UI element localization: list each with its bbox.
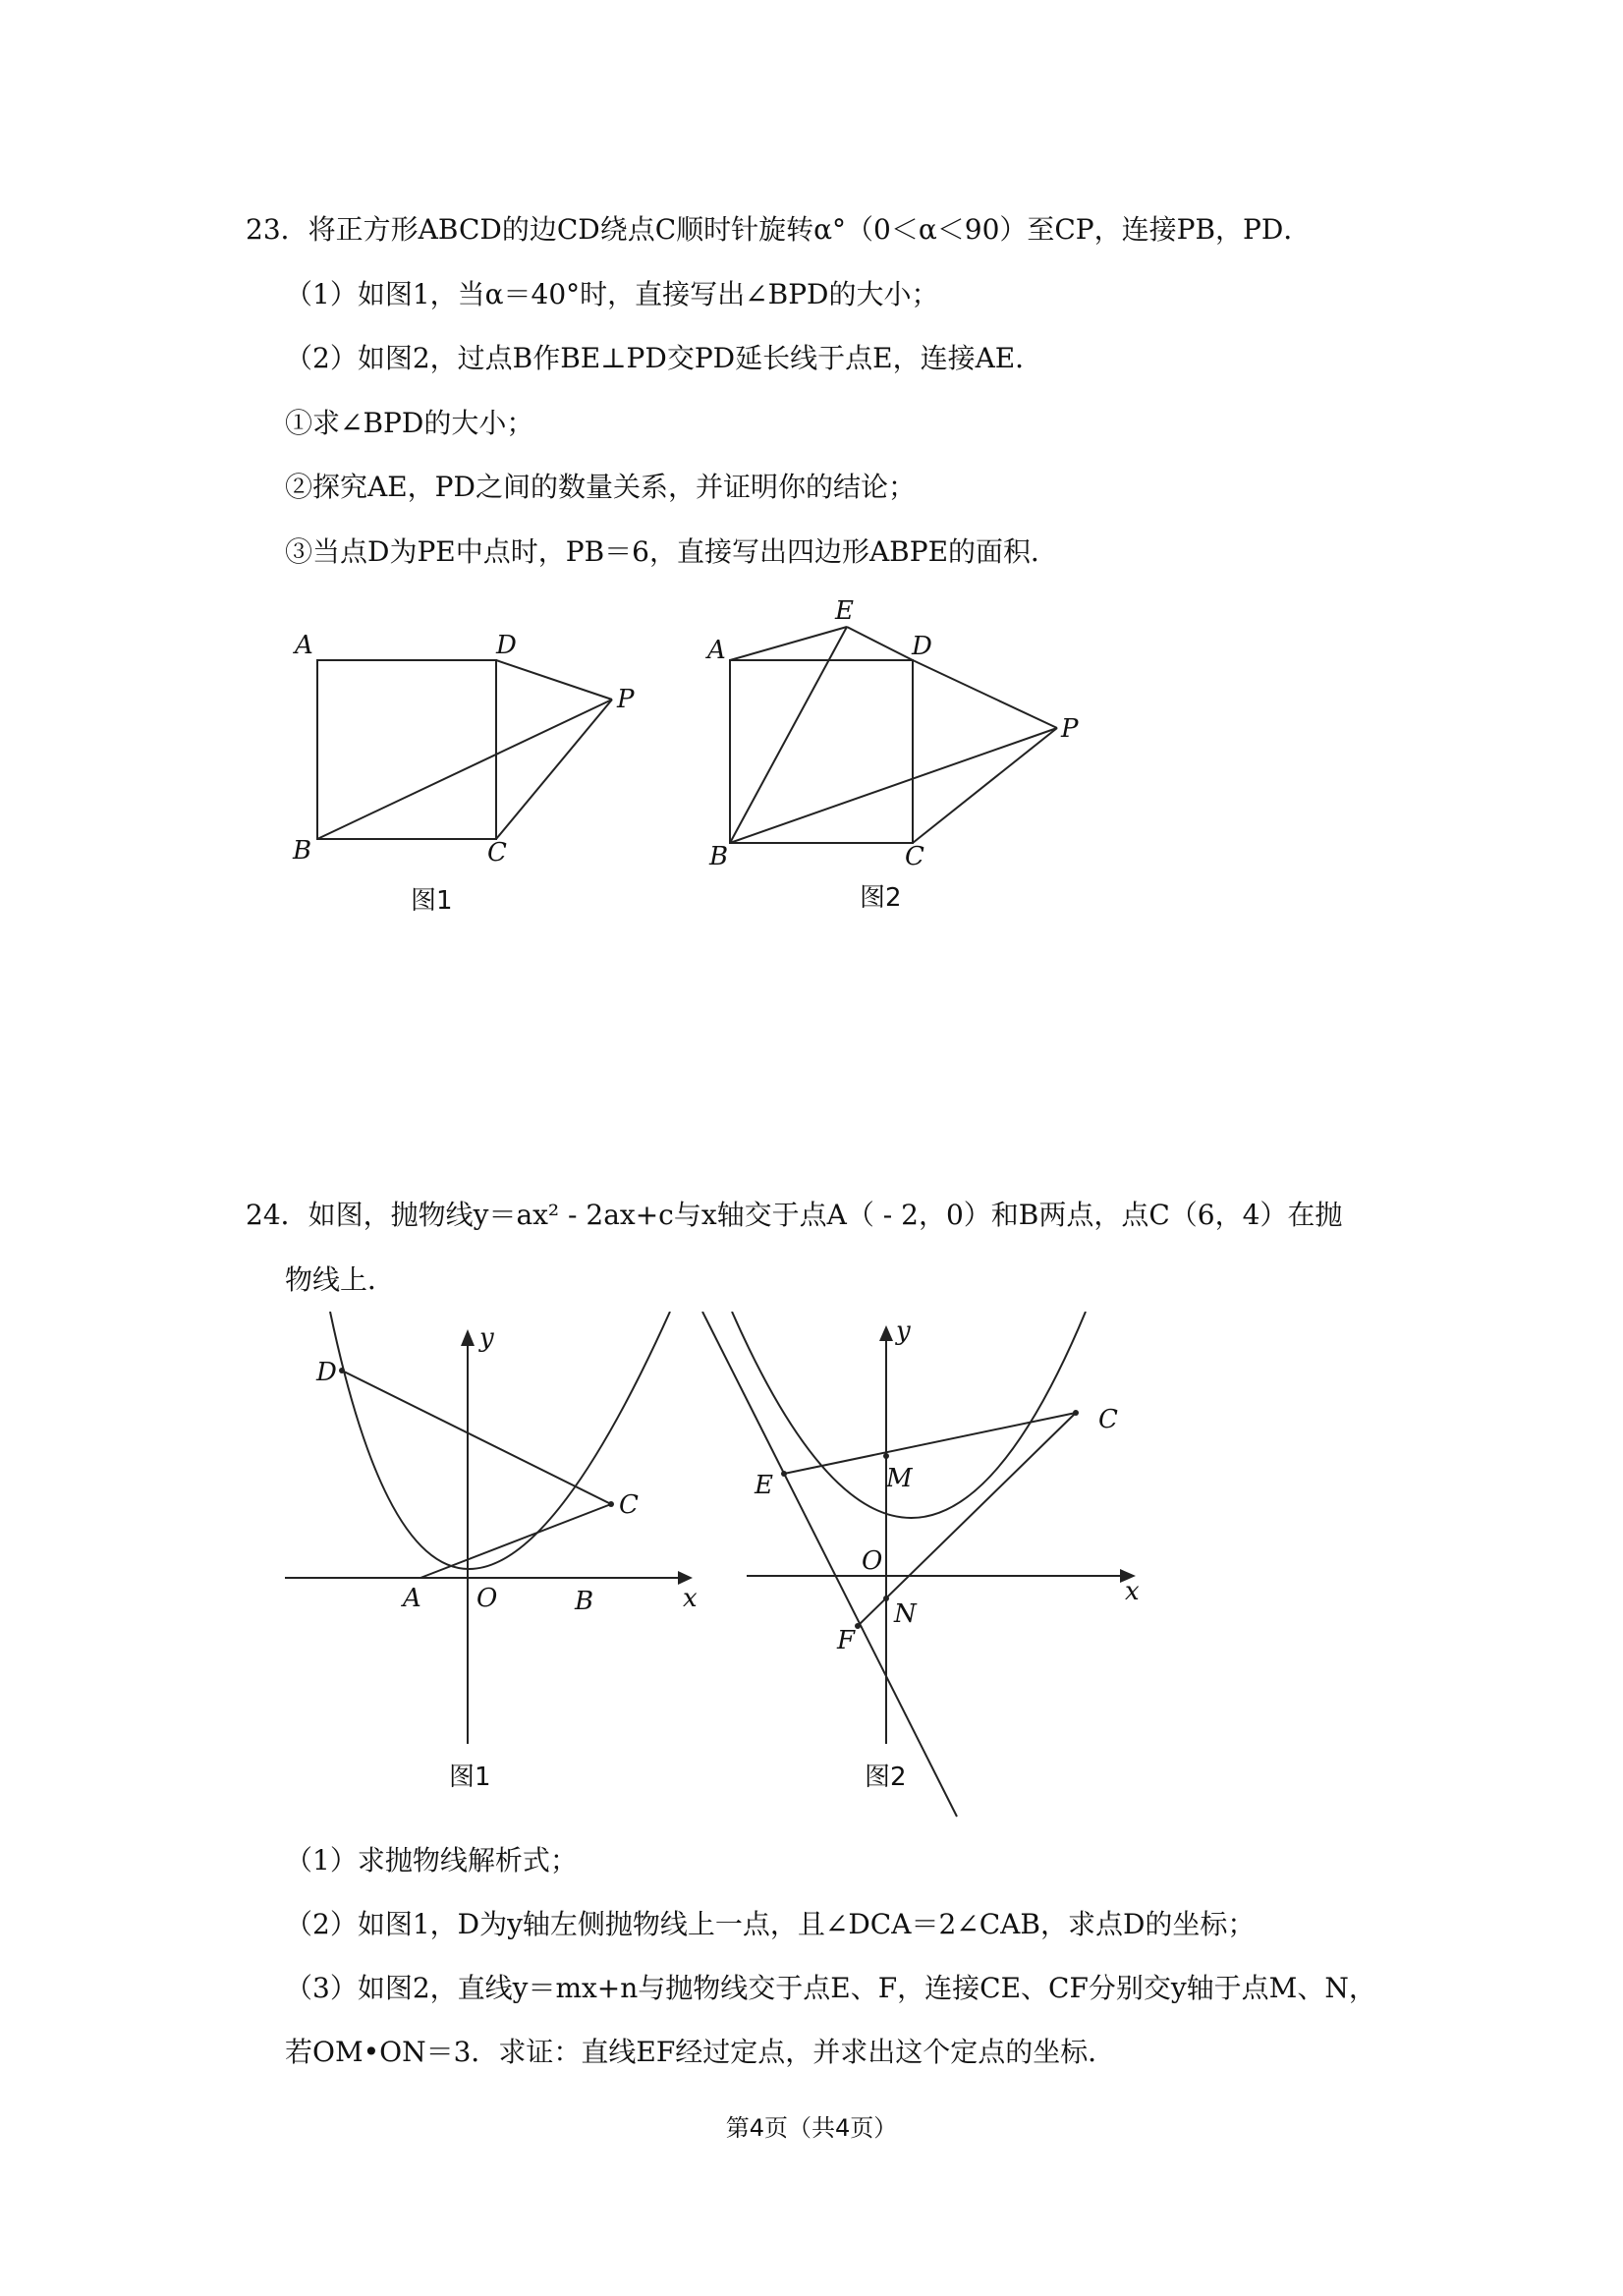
label-o: O bbox=[862, 1546, 883, 1576]
label-a: A bbox=[707, 636, 726, 665]
label-o: O bbox=[476, 1584, 498, 1613]
q24-part2: （2）如图1，D为y轴左侧抛物线上一点，且∠DCA＝2∠CAB，求点D的坐标； bbox=[285, 1908, 1256, 1940]
segment-bp bbox=[317, 700, 612, 839]
q24-stem-line1: 24．如图，抛物线y＝ax² - 2ax+c与x轴交于点A（ - 2，0）和B两点，点C（6，4）在抛 bbox=[246, 1199, 1343, 1231]
segment-cp bbox=[496, 700, 612, 839]
label-c: C bbox=[619, 1490, 639, 1520]
q24-part3-line1: （3）如图2，直线y＝mx+n与抛物线交于点E、F，连接CE、CF分别交y轴于点M、N， bbox=[285, 1972, 1376, 2004]
q23-sub2: ②探究AE，PD之间的数量关系，并证明你的结论； bbox=[285, 471, 916, 503]
q24-figure-2 bbox=[688, 1312, 1159, 1826]
square-abcd bbox=[317, 660, 496, 839]
q23-part1: （1）如图1，当α＝40°时，直接写出∠BPD的大小； bbox=[285, 278, 939, 310]
label-d: D bbox=[316, 1358, 337, 1387]
label-p: P bbox=[617, 685, 635, 714]
label-a: A bbox=[295, 631, 313, 660]
y-axis-arrow bbox=[879, 1325, 893, 1341]
label-b: B bbox=[709, 842, 729, 871]
q24-figure-1 bbox=[280, 1312, 712, 1817]
label-d: D bbox=[496, 631, 517, 660]
label-c: C bbox=[1098, 1405, 1118, 1434]
q23-sub3: ③当点D为PE中点时，PB＝6，直接写出四边形ABPE的面积． bbox=[285, 535, 1059, 568]
parabola bbox=[330, 1312, 670, 1569]
label-b: B bbox=[575, 1587, 594, 1616]
label-m: M bbox=[886, 1464, 913, 1493]
segment-ed bbox=[847, 627, 913, 660]
segment-dp bbox=[496, 660, 612, 700]
point-c bbox=[608, 1501, 614, 1507]
q24-part1: （1）求抛物线解析式； bbox=[285, 1844, 578, 1876]
figure-caption: 图1 bbox=[411, 886, 453, 916]
q23-stem: 23．将正方形ABCD的边CD绕点C顺时针旋转α°（0＜α＜90）至CP，连接PB，PD． bbox=[246, 213, 1312, 246]
label-e: E bbox=[835, 596, 854, 626]
q23-figure-1 bbox=[285, 619, 658, 937]
q23-figure-2 bbox=[698, 589, 1110, 937]
segment-cf bbox=[858, 1413, 1076, 1626]
point-f bbox=[855, 1623, 861, 1629]
label-f: F bbox=[837, 1626, 856, 1655]
label-a: A bbox=[403, 1584, 421, 1613]
label-n: N bbox=[894, 1599, 917, 1629]
q24-stem-line2: 物线上． bbox=[285, 1263, 396, 1296]
label-b: B bbox=[293, 836, 312, 866]
page-footer: 第4页（共4页） bbox=[725, 2114, 898, 2142]
label-p: P bbox=[1061, 714, 1079, 744]
segment-bp bbox=[730, 728, 1057, 843]
segment-cp bbox=[913, 728, 1057, 843]
figure-caption: 图2 bbox=[860, 883, 902, 913]
label-x: x bbox=[1125, 1577, 1140, 1606]
point-n bbox=[883, 1596, 889, 1601]
label-d: D bbox=[912, 632, 932, 661]
point-e bbox=[781, 1471, 787, 1477]
figure-caption: 图2 bbox=[865, 1763, 907, 1792]
line-ef bbox=[702, 1312, 957, 1817]
label-c: C bbox=[487, 838, 507, 868]
label-y: y bbox=[479, 1323, 494, 1353]
q24-part3-line2: 若OM•ON＝3．求证：直线EF经过定点，并求出这个定点的坐标． bbox=[285, 2036, 1116, 2068]
square-abcd bbox=[730, 660, 913, 843]
segment-ae bbox=[730, 627, 847, 660]
label-e: E bbox=[755, 1471, 773, 1500]
q23-part2: （2）如图2，过点B作BE⊥PD交PD延长线于点E，连接AE． bbox=[285, 342, 1043, 374]
y-axis-arrow bbox=[461, 1329, 475, 1346]
label-c: C bbox=[905, 842, 924, 871]
label-y: y bbox=[896, 1316, 911, 1346]
point-c bbox=[1073, 1410, 1079, 1416]
point-d bbox=[339, 1368, 345, 1373]
segment-dp bbox=[913, 660, 1057, 728]
point-m bbox=[883, 1453, 889, 1459]
segment-ac bbox=[420, 1504, 611, 1578]
q23-sub1: ①求∠BPD的大小； bbox=[285, 407, 534, 439]
label-x: x bbox=[683, 1584, 698, 1613]
figure-caption: 图1 bbox=[449, 1763, 491, 1792]
segment-ce bbox=[784, 1413, 1076, 1474]
